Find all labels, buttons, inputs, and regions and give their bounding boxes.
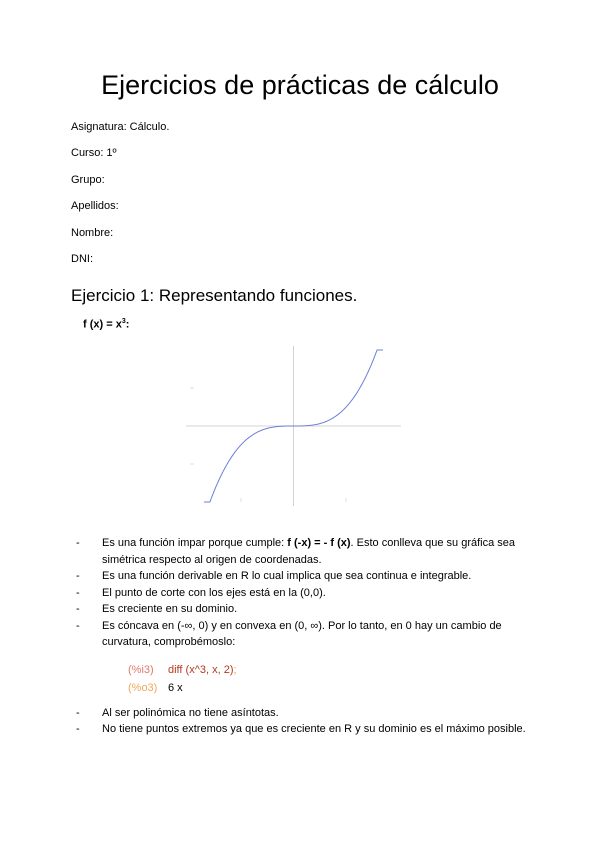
list-item — [71, 535, 541, 568]
maxima-input-line — [128, 661, 541, 679]
list-item — [71, 618, 541, 697]
maxima-input-command: diff (x^3, x, 2) — [168, 663, 234, 676]
bullet-dash: - — [76, 537, 80, 549]
page-title: Ejercicios de prácticas de cálculo — [101, 70, 499, 100]
maxima-input-label: (%i3) — [128, 663, 154, 676]
plot-frame — [190, 388, 346, 502]
properties-list — [71, 535, 541, 738]
bullet-dash: - — [76, 603, 80, 615]
bullet-text: Al ser polinómica no tiene asíntotas. — [102, 706, 279, 719]
field-apellidos — [71, 200, 122, 212]
bullet-text: El punto de corte con los ejes está en la (0,0). — [102, 586, 326, 599]
function-suffix: : — [125, 318, 130, 331]
bullet-dash: - — [76, 706, 80, 719]
list-item — [71, 705, 541, 722]
field-label: Nombre: — [71, 227, 114, 239]
field-value: 1º — [106, 147, 117, 159]
bullet-dash: - — [76, 570, 80, 582]
bullet-bold: f (-x) = - f (x) — [287, 537, 351, 549]
function-exponent: 3 — [121, 318, 126, 325]
bullet-dash: - — [76, 586, 80, 599]
bullet-dash: - — [76, 619, 80, 632]
function-label — [83, 318, 129, 331]
function-base: f (x) = x — [83, 318, 122, 331]
field-nombre — [71, 227, 116, 239]
maxima-output-value: 6 x — [168, 681, 183, 694]
maxima-session — [116, 661, 541, 697]
bullet-text: Es creciente en su dominio. — [102, 603, 238, 615]
field-label: Curso: — [71, 147, 104, 159]
list-item — [71, 601, 541, 618]
bullet-text: Es cóncava en (-∞, 0) y en convexa en (0, ∞). Por lo tanto, en 0 hay un cambio de curvatura, comprobémoslo: — [102, 619, 502, 648]
exercise-heading: Ejercicio 1: Representando funciones. — [71, 286, 358, 305]
field-dni — [71, 253, 96, 265]
maxima-output-line — [128, 679, 541, 697]
field-asignatura — [71, 121, 169, 133]
field-curso — [71, 147, 117, 159]
field-label: Apellidos: — [71, 200, 119, 212]
maxima-output-label: (%o3) — [128, 681, 158, 694]
field-label: DNI: — [71, 253, 93, 265]
list-item — [71, 585, 541, 602]
bullet-dash: - — [76, 723, 80, 735]
list-item — [71, 568, 541, 585]
field-value: Cálculo. — [129, 121, 170, 133]
function-plot — [186, 346, 401, 506]
field-grupo — [71, 174, 108, 186]
field-label: Asignatura: — [71, 121, 127, 133]
field-label: Grupo: — [71, 174, 105, 186]
bullet-text: No tiene puntos extremos ya que es creciente en R y su dominio es el máximo posible. — [102, 723, 526, 735]
bullet-text: Es una función impar porque cumple: — [102, 537, 288, 549]
bullet-text: Es una función derivable en R lo cual implica que sea continua e integrable. — [102, 570, 472, 582]
maxima-input-end: ; — [233, 663, 237, 676]
bullet-text: . Esto conlleva que su gráfica sea simétrica respecto al origen de coordenadas. — [102, 537, 516, 566]
list-item — [71, 721, 541, 738]
